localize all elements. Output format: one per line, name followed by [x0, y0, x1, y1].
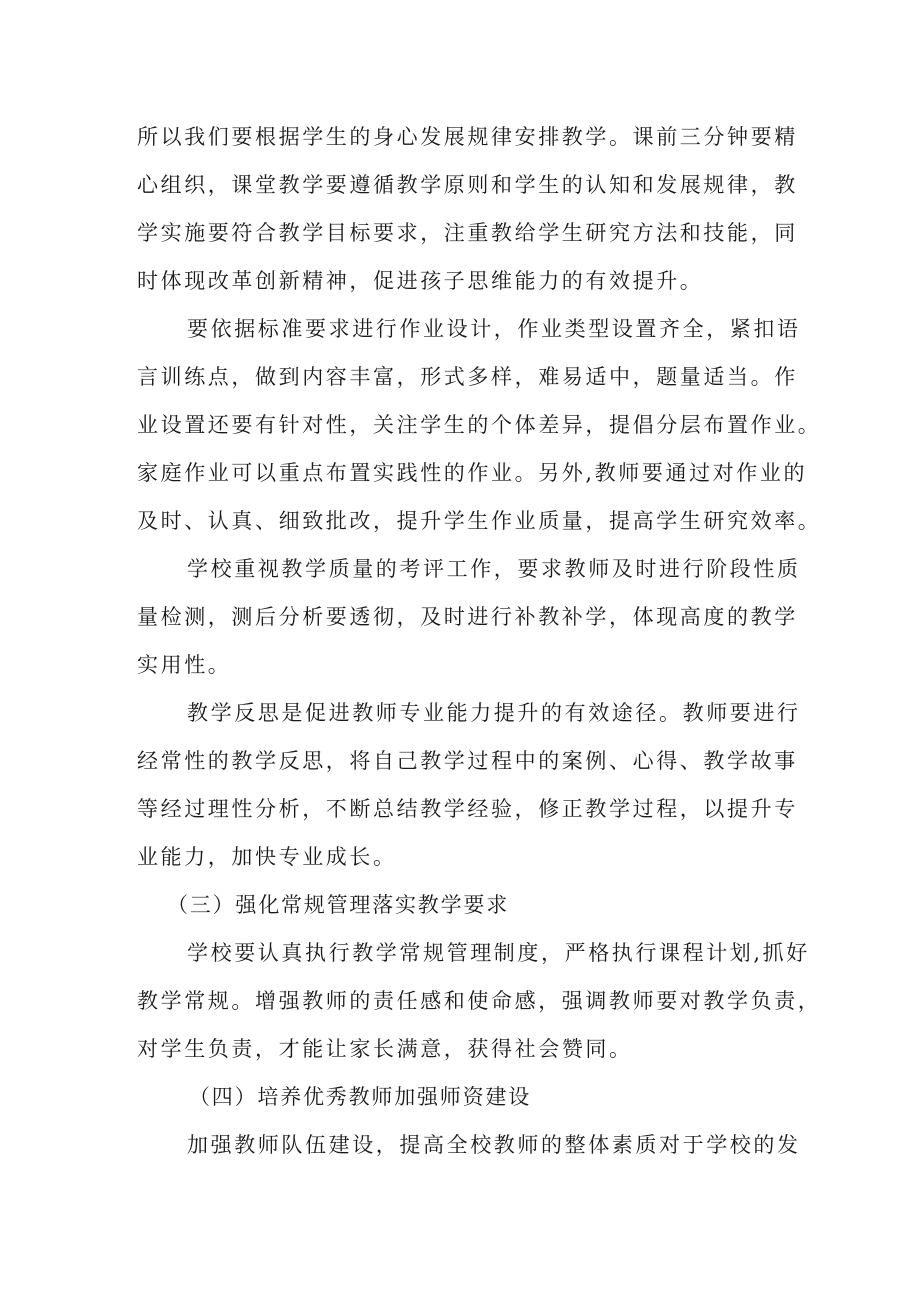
- section-heading: （四）培养优秀教师加强师资建设: [189, 1085, 531, 1109]
- paragraph-start: 加强教师队伍建设，提高全校教师的整体素质对于学校的发: [187, 1133, 801, 1157]
- text-line: 言训练点，做到内容丰富，形式多样，难易适中，题量适当。作: [137, 365, 798, 389]
- text-line: 实用性。: [137, 653, 232, 677]
- document-body: [137, 113, 822, 1169]
- text-line: 学实施要符合教学目标要求，注重教给学生研究方法和技能，同: [137, 221, 798, 245]
- paragraph-start: 要依据标准要求进行作业设计，作业类型设置齐全，紧扣语: [187, 317, 801, 341]
- text-line: 时体现改革创新精神，促进孩子思维能力的有效提升。: [137, 269, 704, 293]
- paragraph-start: 学校重视教学质量的考评工作，要求教师及时进行阶段性质: [187, 557, 801, 581]
- section-heading: （三）强化常规管理落实教学要求: [167, 893, 509, 917]
- text-line: 家庭作业可以重点布置实践性的作业。另外,教师要通过对作业的: [137, 461, 808, 485]
- paragraph-start: 教学反思是促进教师专业能力提升的有效途径。教师要进行: [187, 701, 801, 725]
- text-line: 所以我们要根据学生的身心发展规律安排教学。课前三分钟要精: [137, 125, 798, 149]
- text-line: 心组织，课堂教学要遵循教学原则和学生的认知和发展规律，教: [137, 173, 798, 197]
- text-line: 业设置还要有针对性，关注学生的个体差异，提倡分层布置作业。: [137, 413, 822, 437]
- paragraph-start: 学校要认真执行教学常规管理制度，严格执行课程计划,抓好: [187, 941, 810, 965]
- text-line: 等经过理性分析，不断总结教学经验，修正教学过程，以提升专: [137, 797, 798, 821]
- text-line: 业能力，加快专业成长。: [137, 845, 397, 869]
- text-line: 教学常规。增强教师的责任感和使命感，强调教师要对教学负责，: [137, 989, 822, 1013]
- text-line: 量检测，测后分析要透彻，及时进行补教补学，体现高度的教学: [137, 605, 798, 629]
- text-line: 经常性的教学反思，将自己教学过程中的案例、心得、教学故事: [137, 749, 798, 773]
- text-line: 对学生负责，才能让家长满意，获得社会赞同。: [137, 1037, 633, 1061]
- text-line: 及时、认真、细致批改，提升学生作业质量，提高学生研究效率。: [137, 509, 822, 533]
